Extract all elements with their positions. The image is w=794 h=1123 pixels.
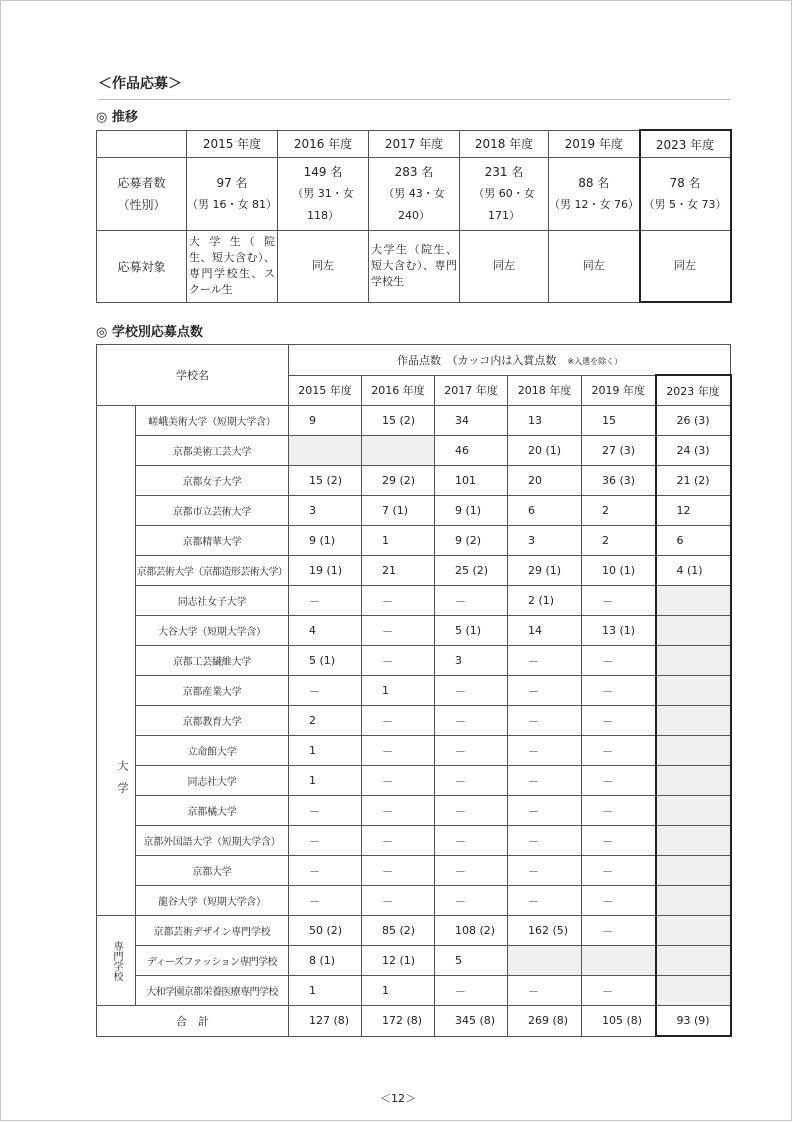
points-cell: －: [289, 886, 362, 916]
points-cell: 5: [435, 946, 508, 976]
gender-breakdown: （男 16・女 81）: [187, 198, 277, 211]
school-name: 嵯峨美術大学（短期大学含）: [136, 406, 289, 436]
points-cell: －: [362, 826, 435, 856]
school-name: 京都工芸繊維大学: [136, 646, 289, 676]
points-cell: －: [582, 856, 656, 886]
points-cell: 162 (5): [508, 916, 582, 946]
points-cell: 29 (2): [362, 466, 435, 496]
points-cell: 1: [289, 736, 362, 766]
points-cell: －: [435, 676, 508, 706]
school-row: [97, 916, 731, 946]
target-cell: 同左: [278, 231, 369, 303]
points-cell: 10 (1): [582, 556, 656, 586]
gender-breakdown: （男 12・女 76）: [549, 198, 639, 211]
points-cell: 12 (1): [362, 946, 435, 976]
points-cell: －: [362, 586, 435, 616]
trend-year-header: 2023 年度: [640, 130, 731, 158]
school-name: 京都精華大学: [136, 526, 289, 556]
trend-applicants-row: [97, 158, 731, 231]
points-cell: 2 (1): [508, 586, 582, 616]
school-row: [97, 826, 731, 856]
points-cell: －: [435, 886, 508, 916]
points-cell: 85 (2): [362, 916, 435, 946]
points-cell: 1: [362, 676, 435, 706]
points-cell: [656, 676, 731, 706]
applicants-cell: [640, 158, 731, 231]
school-year-header: 2017 年度: [435, 375, 508, 406]
points-cell: 9 (1): [289, 526, 362, 556]
school-year-header: 2023 年度: [656, 375, 731, 406]
points-cell: －: [508, 676, 582, 706]
points-cell: 13: [508, 406, 582, 436]
points-cell: －: [582, 976, 656, 1006]
section-title-schools: ◎ 学校別応募点数: [96, 325, 203, 340]
points-cell: 21 (2): [656, 466, 731, 496]
points-header-note: ※入選を除く）: [567, 356, 623, 366]
points-cell: [508, 946, 582, 976]
points-cell: －: [289, 796, 362, 826]
points-cell: －: [582, 646, 656, 676]
points-cell: 108 (2): [435, 916, 508, 946]
points-cell: [656, 916, 731, 946]
points-cell: 4: [289, 616, 362, 646]
total-cell: 127 (8): [289, 1006, 362, 1037]
school-row: [97, 886, 731, 916]
trend-header-row: [97, 130, 731, 158]
points-cell: 3: [508, 526, 582, 556]
points-cell: 34: [435, 406, 508, 436]
school-name: 京都外国語大学（短期大学含）: [136, 826, 289, 856]
points-cell: －: [435, 766, 508, 796]
category-vocational: 専門学校: [97, 916, 136, 1006]
points-cell: [362, 436, 435, 466]
applicants-cell: [278, 158, 369, 231]
points-cell: 20 (1): [508, 436, 582, 466]
points-cell: －: [362, 796, 435, 826]
points-cell: －: [582, 886, 656, 916]
points-header-text: 作品点数 （カッコ内は入賞点数: [396, 353, 557, 367]
points-cell: －: [362, 886, 435, 916]
points-cell: －: [289, 586, 362, 616]
school-name: 京都橘大学: [136, 796, 289, 826]
school-name: 同志社大学: [136, 766, 289, 796]
school-row: [97, 766, 731, 796]
applicant-count: 88 名: [578, 176, 610, 190]
points-cell: 9 (1): [435, 496, 508, 526]
points-cell: －: [362, 616, 435, 646]
school-name: 大谷大学（短期大学含）: [136, 616, 289, 646]
target-cell: 同左: [549, 231, 640, 303]
points-cell: －: [582, 736, 656, 766]
points-cell: 12: [656, 496, 731, 526]
trend-table: [96, 129, 732, 303]
school-row: [97, 646, 731, 676]
school-table: [96, 344, 732, 1037]
target-cell: 同左: [640, 231, 731, 303]
total-cell: 172 (8): [362, 1006, 435, 1037]
points-cell: 9 (2): [435, 526, 508, 556]
school-row: [97, 616, 731, 646]
points-cell: －: [582, 706, 656, 736]
points-cell: －: [289, 676, 362, 706]
target-cell: 大学生（院生、短大含む）、専門学校生: [369, 231, 460, 303]
points-cell: [656, 826, 731, 856]
applicants-label: [97, 158, 187, 231]
points-cell: 9: [289, 406, 362, 436]
total-label: 合 計: [97, 1006, 289, 1037]
points-cell: －: [582, 826, 656, 856]
points-cell: －: [582, 916, 656, 946]
total-cell: 345 (8): [435, 1006, 508, 1037]
points-header: [289, 345, 731, 376]
trend-year-header: 2018 年度: [460, 130, 549, 158]
points-cell: －: [435, 736, 508, 766]
points-cell: －: [435, 976, 508, 1006]
points-cell: －: [582, 796, 656, 826]
points-cell: 13 (1): [582, 616, 656, 646]
total-cell: 269 (8): [508, 1006, 582, 1037]
school-name: 京都大学: [136, 856, 289, 886]
section-title-trend: ◎ 推移: [96, 110, 138, 125]
points-cell: －: [508, 706, 582, 736]
school-name: 大和学園京都栄養医療専門学校: [136, 976, 289, 1006]
points-cell: 19 (1): [289, 556, 362, 586]
applicants-label-main: 応募者数: [117, 176, 166, 190]
points-cell: 50 (2): [289, 916, 362, 946]
points-cell: 8 (1): [289, 946, 362, 976]
trend-year-header: 2017 年度: [369, 130, 460, 158]
points-cell: [656, 946, 731, 976]
page-heading: ＜作品応募＞: [98, 73, 730, 100]
school-name: 京都教育大学: [136, 706, 289, 736]
points-cell: －: [508, 976, 582, 1006]
school-header-row: [97, 345, 731, 376]
points-cell: 2: [582, 496, 656, 526]
school-row: [97, 466, 731, 496]
school-name: 龍谷大学（短期大学含）: [136, 886, 289, 916]
gender-breakdown: （男 31・女 118）: [292, 187, 354, 222]
trend-target-row: [97, 231, 731, 303]
points-cell: 101: [435, 466, 508, 496]
points-cell: 2: [289, 706, 362, 736]
points-cell: [656, 796, 731, 826]
page-number: ＜12＞: [380, 1092, 416, 1105]
points-cell: －: [508, 766, 582, 796]
school-row: [97, 856, 731, 886]
school-name: 同志社女子大学: [136, 586, 289, 616]
points-cell: 25 (2): [435, 556, 508, 586]
applicant-count: 78 名: [669, 176, 701, 190]
points-cell: [656, 736, 731, 766]
applicants-cell: [369, 158, 460, 231]
points-cell: 6: [508, 496, 582, 526]
points-cell: [656, 856, 731, 886]
points-cell: [656, 616, 731, 646]
trend-year-header: 2016 年度: [278, 130, 369, 158]
points-cell: 21: [362, 556, 435, 586]
points-cell: 4 (1): [656, 556, 731, 586]
school-row: [97, 946, 731, 976]
points-cell: 27 (3): [582, 436, 656, 466]
applicant-count: 283 名: [394, 165, 434, 179]
points-cell: 14: [508, 616, 582, 646]
points-cell: －: [582, 586, 656, 616]
target-label: 応募対象: [97, 231, 187, 303]
points-cell: [656, 766, 731, 796]
points-cell: [289, 436, 362, 466]
applicants-cell: [187, 158, 278, 231]
points-cell: －: [289, 826, 362, 856]
points-cell: －: [508, 886, 582, 916]
points-cell: －: [582, 766, 656, 796]
school-row: [97, 406, 731, 436]
trend-year-header: 2019 年度: [549, 130, 640, 158]
school-row: [97, 526, 731, 556]
points-cell: －: [362, 736, 435, 766]
school-year-header: 2016 年度: [362, 375, 435, 406]
points-cell: 1: [289, 766, 362, 796]
school-row: [97, 496, 731, 526]
school-year-header: 2018 年度: [508, 375, 582, 406]
points-cell: －: [289, 856, 362, 886]
points-cell: 15 (2): [289, 466, 362, 496]
school-row: [97, 586, 731, 616]
points-cell: 3: [435, 646, 508, 676]
points-cell: －: [435, 586, 508, 616]
points-cell: [656, 646, 731, 676]
points-cell: －: [362, 766, 435, 796]
points-cell: 36 (3): [582, 466, 656, 496]
trend-header-blank: [97, 130, 187, 158]
points-cell: －: [435, 796, 508, 826]
points-cell: －: [508, 856, 582, 886]
points-cell: －: [362, 856, 435, 886]
points-cell: －: [435, 856, 508, 886]
school-row: [97, 796, 731, 826]
gender-breakdown: （男 5・女 73）: [643, 198, 727, 211]
applicant-count: 231 名: [484, 165, 524, 179]
applicant-count: 149 名: [303, 165, 343, 179]
school-name-header: 学校名: [97, 345, 289, 406]
school-name: 京都芸術デザイン専門学校: [136, 916, 289, 946]
school-year-header: 2015 年度: [289, 375, 362, 406]
points-cell: －: [508, 796, 582, 826]
points-cell: 26 (3): [656, 406, 731, 436]
applicant-count: 97 名: [216, 176, 248, 190]
points-cell: 20: [508, 466, 582, 496]
school-row: [97, 976, 731, 1006]
points-cell: [656, 886, 731, 916]
points-cell: 46: [435, 436, 508, 466]
school-row: [97, 676, 731, 706]
category-university: 大 学: [97, 406, 136, 916]
total-cell: 105 (8): [582, 1006, 656, 1037]
points-cell: －: [362, 646, 435, 676]
points-cell: －: [362, 706, 435, 736]
points-cell: 5 (1): [435, 616, 508, 646]
points-cell: [656, 976, 731, 1006]
points-cell: 1: [289, 976, 362, 1006]
points-cell: [656, 586, 731, 616]
points-cell: [582, 946, 656, 976]
points-cell: 15 (2): [362, 406, 435, 436]
points-cell: 15: [582, 406, 656, 436]
school-name: 京都女子大学: [136, 466, 289, 496]
points-cell: [656, 706, 731, 736]
target-cell: 同左: [460, 231, 549, 303]
total-row: [97, 1006, 731, 1037]
points-cell: －: [508, 826, 582, 856]
school-year-header: 2019 年度: [582, 375, 656, 406]
points-cell: 2: [582, 526, 656, 556]
school-name: 京都芸術大学（京都造形芸術大学）: [136, 556, 289, 586]
points-cell: 1: [362, 526, 435, 556]
school-name: 京都美術工芸大学: [136, 436, 289, 466]
points-cell: －: [508, 736, 582, 766]
total-cell: 93 (9): [656, 1006, 731, 1037]
points-cell: 7 (1): [362, 496, 435, 526]
target-cell: 大 学 生（ 院 生、短大含む）、専門学校生、スクール生: [187, 231, 278, 303]
school-name: 立命館大学: [136, 736, 289, 766]
school-row: [97, 736, 731, 766]
points-cell: 3: [289, 496, 362, 526]
points-cell: －: [435, 826, 508, 856]
points-cell: －: [508, 646, 582, 676]
school-name: 京都市立芸術大学: [136, 496, 289, 526]
trend-year-header: 2015 年度: [187, 130, 278, 158]
school-row: [97, 436, 731, 466]
gender-breakdown: （男 60・女 171）: [473, 187, 535, 222]
applicants-label-sub: （性別）: [117, 198, 166, 212]
school-row: [97, 706, 731, 736]
points-cell: 6: [656, 526, 731, 556]
applicants-cell: [460, 158, 549, 231]
school-name: 京都産業大学: [136, 676, 289, 706]
points-cell: 5 (1): [289, 646, 362, 676]
points-cell: －: [435, 706, 508, 736]
school-name: ディーズファッション専門学校: [136, 946, 289, 976]
points-cell: 24 (3): [656, 436, 731, 466]
school-row: [97, 556, 731, 586]
applicants-cell: [549, 158, 640, 231]
points-cell: －: [582, 676, 656, 706]
gender-breakdown: （男 43・女 240）: [383, 187, 445, 222]
points-cell: 29 (1): [508, 556, 582, 586]
points-cell: 1: [362, 976, 435, 1006]
